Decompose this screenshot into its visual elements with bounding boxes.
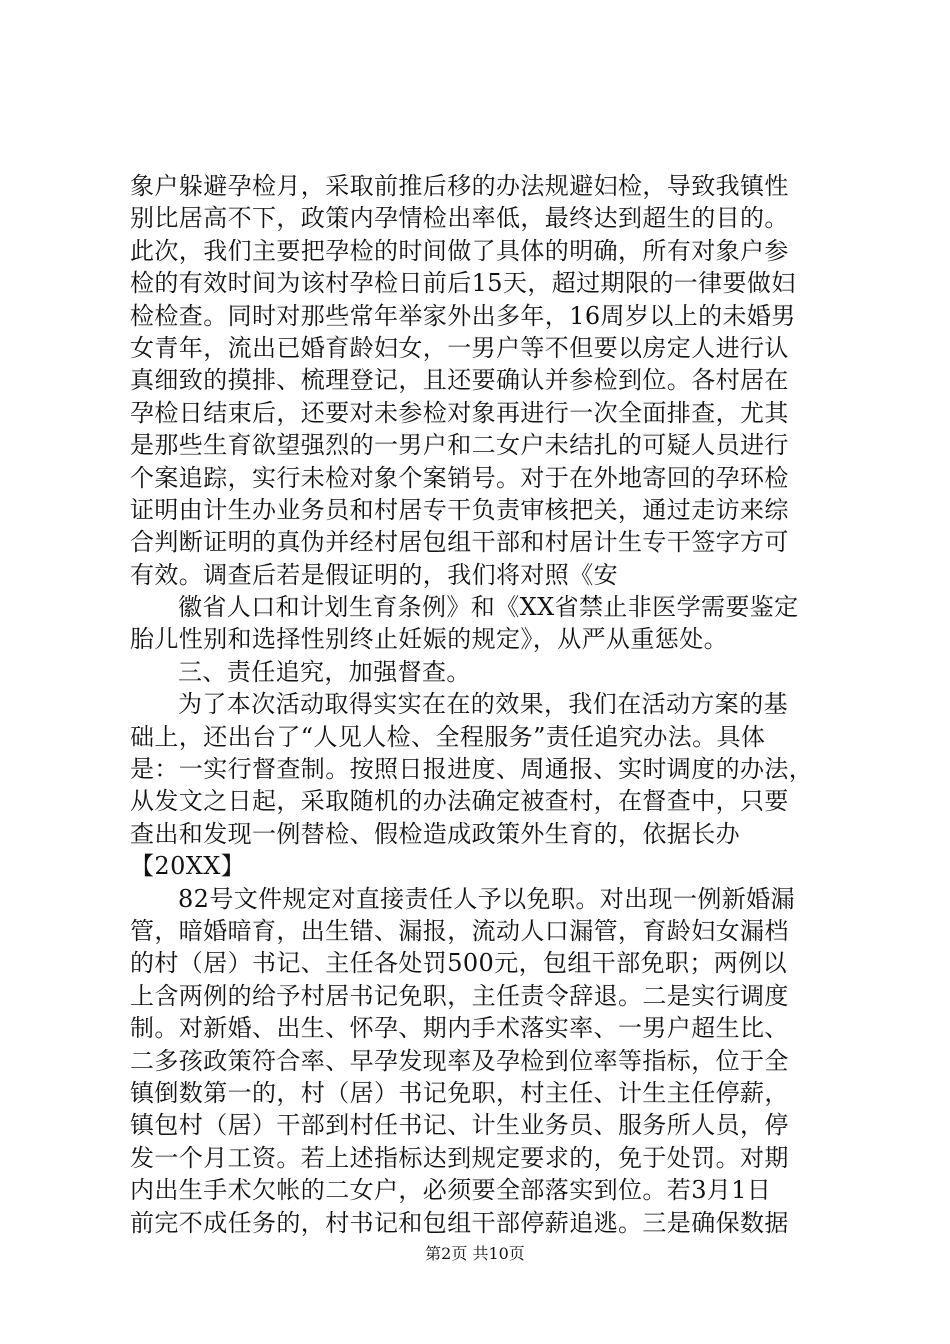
- text-line: 象户躲避孕检月，采取前推后移的办法规避妇检，导致我镇性: [130, 172, 789, 200]
- text-line: 为了本次活动取得实实在在的效果，我们在活动方案的基: [178, 690, 788, 719]
- text-line: 发一个月工资。若上述指标达到规定要求的，免于处罚。对期: [130, 1143, 789, 1172]
- page-number: 第2页 共10页: [425, 1244, 525, 1263]
- text-line: 制。对新婚、出生、怀孕、期内手术落实率、一男户超生比、: [130, 1014, 789, 1043]
- text-line: 证明由计生办业务员和村居专干负责审核把关，通过走访来综: [130, 495, 789, 524]
- text-line: 82号文件规定对直接责任人予以免职。对出现一例新婚漏: [178, 884, 795, 913]
- text-line: 【20XX】: [130, 852, 246, 881]
- text-line: 有效。调查后若是假证明的，我们将对照《安: [130, 560, 618, 589]
- text-line: 合判断证明的真伪并经村居包组干部和村居计生专干签字方可: [130, 528, 789, 557]
- text-line: 础上，还出台了“人见人检、全程服务”责任追究办法。具体: [130, 722, 766, 751]
- text-line: 徽省人口和计划生育条例》和《XX省禁止非医学需要鉴定: [178, 593, 799, 622]
- text-line: 此次，我们主要把孕检的时间做了具体的明确，所有对象户参: [130, 236, 789, 265]
- text-line: 镇包村（居）干部到村任书记、计生业务员、服务所人员，停: [130, 1111, 789, 1140]
- text-line: 女青年，流出已婚育龄妇女，一男户等不但要以房定人进行认: [130, 333, 789, 362]
- text-line: 真细致的摸排、梳理登记，且还要确认并参检到位。各村居在: [130, 366, 789, 395]
- text-line: 别比居高不下，政策内孕情检出率低，最终达到超生的目的。: [130, 204, 789, 233]
- section-heading: 三、责任追究，加强督查。: [178, 657, 471, 686]
- text-line: 查出和发现一例替检、假检造成政策外生育的，依据长办: [130, 819, 740, 848]
- text-line: 是：一实行督查制。按照日报进度、周通报、实时调度的办法，: [130, 755, 814, 784]
- text-line: 的村（居）书记、主任各处罚500元，包组干部免职；两例以: [130, 949, 788, 978]
- text-line: 管，暗婚暗育，出生错、漏报，流动人口漏管，育龄妇女漏档: [130, 916, 789, 945]
- text-line: 是那些生育欲望强烈的一男户和二女户未结扎的可疑人员进行: [130, 431, 789, 460]
- text-line: 前完不成任务的，村书记和包组干部停薪追逃。三是确保数据: [130, 1208, 789, 1237]
- text-line: 二多孩政策符合率、早孕发现率及孕检到位率等指标，位于全: [130, 1046, 789, 1075]
- text-line: 孕检日结束后，还要对未参检对象再进行一次全面排查，尤其: [130, 398, 789, 427]
- text-line: 内出生手术欠帐的二女户，必须要全部落实到位。若3月1日: [130, 1176, 772, 1205]
- text-line: 个案追踪，实行未检对象个案销号。对于在外地寄回的孕环检: [130, 463, 789, 492]
- text-line: 镇倒数第一的，村（居）书记免职，村主任、计生主任停薪，: [130, 1078, 789, 1107]
- text-line: 检检查。同时对那些常年举家外出多年，16周岁以上的未婚男: [130, 301, 796, 330]
- text-line: 胎儿性别和选择性别终止妊娠的规定》，从严从重惩处。: [130, 625, 728, 654]
- text-line: 从发文之日起，采取随机的办法确定被查村，在督查中，只要: [130, 787, 789, 816]
- text-line: 上含两例的给予村居书记免职，主任责令辞退。二是实行调度: [130, 981, 789, 1010]
- text-line: 检的有效时间为该村孕检日前后15天，超过期限的一律要做妇: [130, 269, 796, 298]
- document-body: [130, 170, 830, 1239]
